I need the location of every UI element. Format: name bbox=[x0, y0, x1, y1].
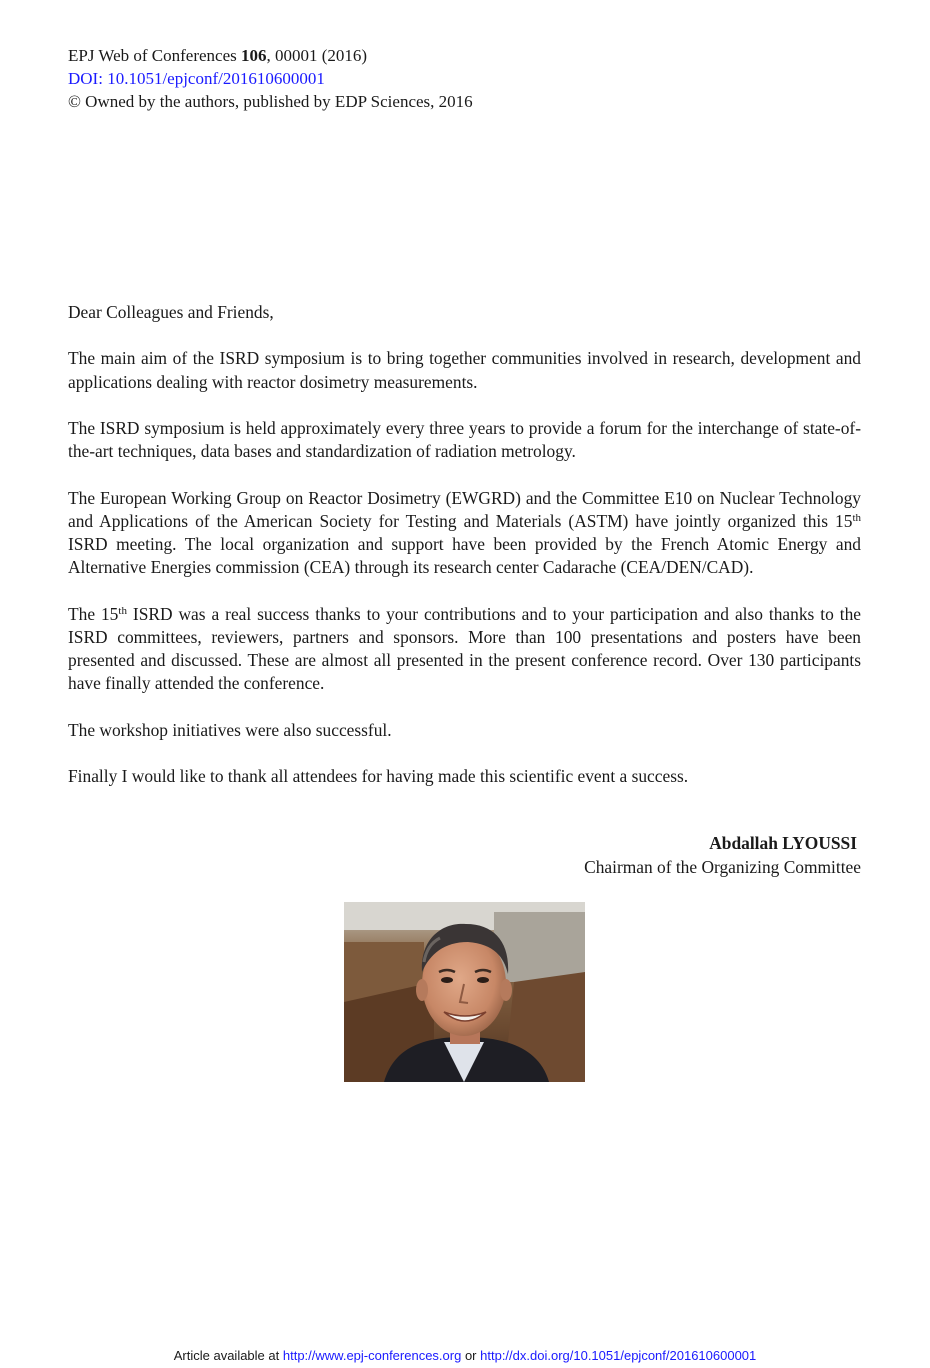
journal-name: EPJ Web of Conferences bbox=[68, 46, 241, 65]
signatory-role: Chairman of the Organizing Committee bbox=[584, 857, 861, 877]
ordinal-superscript: th bbox=[852, 511, 861, 524]
journal-volume: 106 bbox=[241, 46, 267, 65]
footer-label: Article available at bbox=[173, 1348, 283, 1363]
page-header bbox=[68, 44, 473, 113]
paragraph-3-text-b: ISRD meeting. The local organization and support have been provided by the French Atomic Energy and Alternative Energies commission (CEA) through its research center Cadarache (CEA/DEN/CAD). bbox=[68, 533, 861, 578]
signatory-name: Abdallah LYOUSSI bbox=[709, 833, 857, 853]
letter-body bbox=[68, 301, 861, 811]
paragraph-3 bbox=[68, 487, 861, 580]
page-footer bbox=[0, 1348, 930, 1364]
epj-conferences-link[interactable]: http://www.epj-conferences.org bbox=[282, 1348, 462, 1363]
paragraph-2: The ISRD symposium is held approximately every three years to provide a forum for the interchange of state-of-the-art techniques, data bases and standardization of radiation metrology. bbox=[68, 417, 861, 462]
paragraph-3-text-a: The European Working Group on Reactor Dosimetry (EWGRD) and the Committee E10 on Nuclear Technology and Applications of the American Society for Testing and Materials (ASTM) have jointly organized this 15 bbox=[68, 487, 861, 531]
paragraph-4-text-a: The 15 bbox=[68, 603, 119, 624]
paragraph-6: Finally I would like to thank all attendees for having made this scientific event a success. bbox=[68, 765, 689, 786]
copyright-notice: © Owned by the authors, published by EDP Sciences, 2016 bbox=[68, 92, 473, 111]
author-portrait bbox=[344, 902, 585, 1082]
salutation: Dear Colleagues and Friends, bbox=[68, 302, 274, 322]
doi-link[interactable]: DOI: 10.1051/epjconf/201610600001 bbox=[68, 69, 325, 88]
ordinal-superscript: th bbox=[118, 604, 127, 617]
paragraph-4-text-b: ISRD was a real success thanks to your contributions and to your participation and also thanks to the ISRD committees, reviewers, partners and sponsors. More than 100 presentations and posters have been presented and discussed. These are almost all presented in the present conference record. Over 130 participants have finally attended the conference. bbox=[68, 603, 861, 694]
signature-block bbox=[584, 831, 861, 879]
paragraph-1: The main aim of the ISRD symposium is to bring together communities involved in research, development and applications dealing with reactor dosimetry measurements. bbox=[68, 348, 861, 392]
journal-issue: , 00001 (2016) bbox=[266, 46, 368, 65]
footer-separator: or bbox=[461, 1348, 481, 1363]
paragraph-5: The workshop initiatives were also successful. bbox=[68, 719, 392, 740]
paragraph-4 bbox=[68, 603, 861, 696]
dx-doi-link[interactable]: http://dx.doi.org/10.1051/epjconf/201610600001 bbox=[480, 1348, 757, 1363]
journal-citation bbox=[68, 44, 473, 67]
